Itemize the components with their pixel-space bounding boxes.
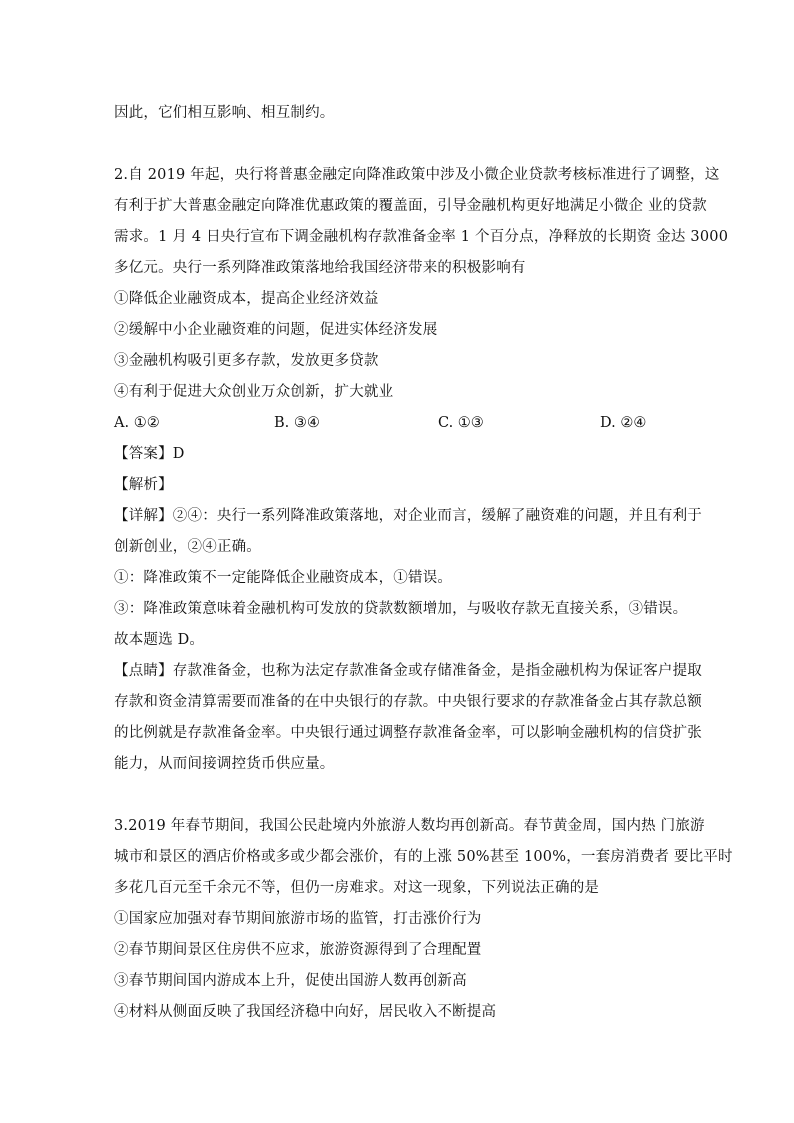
q2-statement: ③金融机构吸引更多存款，发放更多贷款 xyxy=(114,353,379,369)
intro-text: 因此，它们相互影响、相互制约。 xyxy=(114,105,335,121)
q2-detail-line: 创新创业，②④正确。 xyxy=(114,539,261,555)
q2-detail-line: 故本题选 D。 xyxy=(114,632,205,648)
q2-option-d: D. ②④ xyxy=(600,415,647,431)
q3-statement: ③春节期间国内游成本上升，促使出国游人数再创新高 xyxy=(114,973,467,989)
q3-stem-line: 多花几百元至千余元不等，但仍一房难求。对这一现象，下列说法正确的是 xyxy=(114,880,600,896)
q3-statement: ②春节期间景区住房供不应求，旅游资源得到了合理配置 xyxy=(114,942,482,958)
q2-statement: ④有利于促进大众创业万众创新，扩大就业 xyxy=(114,384,394,400)
q3-stem-line: 城市和景区的酒店价格或多或少都会涨价，有的上涨 50%甚至 100%，一套房消费者 要比平时 xyxy=(114,849,733,865)
q2-analysis-heading: 【解析】 xyxy=(114,477,173,493)
q2-tip-line: 存款和资金清算需要而准备的在中央银行的存款。中央银行要求的存款准备金占其存款总额 xyxy=(114,694,702,710)
q2-stem-line: 2.自 2019 年起，央行将普惠金融定向降准政策中涉及小微企业贷款考核标准进行了调整，这 xyxy=(114,167,720,183)
q2-detail-line: 【详解】②④：央行一系列降准政策落地，对企业而言，缓解了融资难的问题，并且有利于 xyxy=(114,508,702,524)
q3-statement: ④材料从侧面反映了我国经济稳中向好，居民收入不断提高 xyxy=(114,1004,497,1020)
q2-option-c: C. ①③ xyxy=(438,415,484,431)
q3-stem-line: 3.2019 年春节期间，我国公民赴境内外旅游人数均再创新高。春节黄金周，国内热 门旅游 xyxy=(114,818,705,834)
q2-stem-line: 需求。1 月 4 日央行宣布下调金融机构存款准备金率 1 个百分点，净释放的长期资 金达 3000 xyxy=(114,229,729,245)
q2-tip-line: 【点睛】存款准备金，也称为法定存款准备金或存储准备金，是指金融机构为保证客户提取 xyxy=(114,663,702,679)
q3-statement: ①国家应加强对春节期间旅游市场的监管，打击涨价行为 xyxy=(114,911,482,927)
q2-stem-line: 多亿元。央行一系列降准政策落地给我国经济带来的积极影响有 xyxy=(114,260,526,276)
q2-detail-line: ①：降准政策不一定能降低企业融资成本，①错误。 xyxy=(114,570,453,586)
q2-tip-line: 能力，从而间接调控货币供应量。 xyxy=(114,756,335,772)
q2-option-b: B. ③④ xyxy=(274,415,320,431)
q2-option-a: A. ①② xyxy=(114,415,160,431)
q2-statement: ②缓解中小企业融资难的问题，促进实体经济发展 xyxy=(114,322,438,338)
q2-detail-line: ③：降准政策意味着金融机构可发放的贷款数额增加，与吸收存款无直接关系，③错误。 xyxy=(114,601,688,617)
q2-tip-line: 的比例就是存款准备金率。中央银行通过调整存款准备金率，可以影响金融机构的信贷扩张 xyxy=(114,725,702,741)
q2-statement: ①降低企业融资成本，提高企业经济效益 xyxy=(114,291,379,307)
q2-answer: 【答案】D xyxy=(114,446,185,462)
q2-stem-line: 有利于扩大普惠金融定向降准优惠政策的覆盖面，引导金融机构更好地满足小微企 业的贷款 xyxy=(114,198,707,214)
